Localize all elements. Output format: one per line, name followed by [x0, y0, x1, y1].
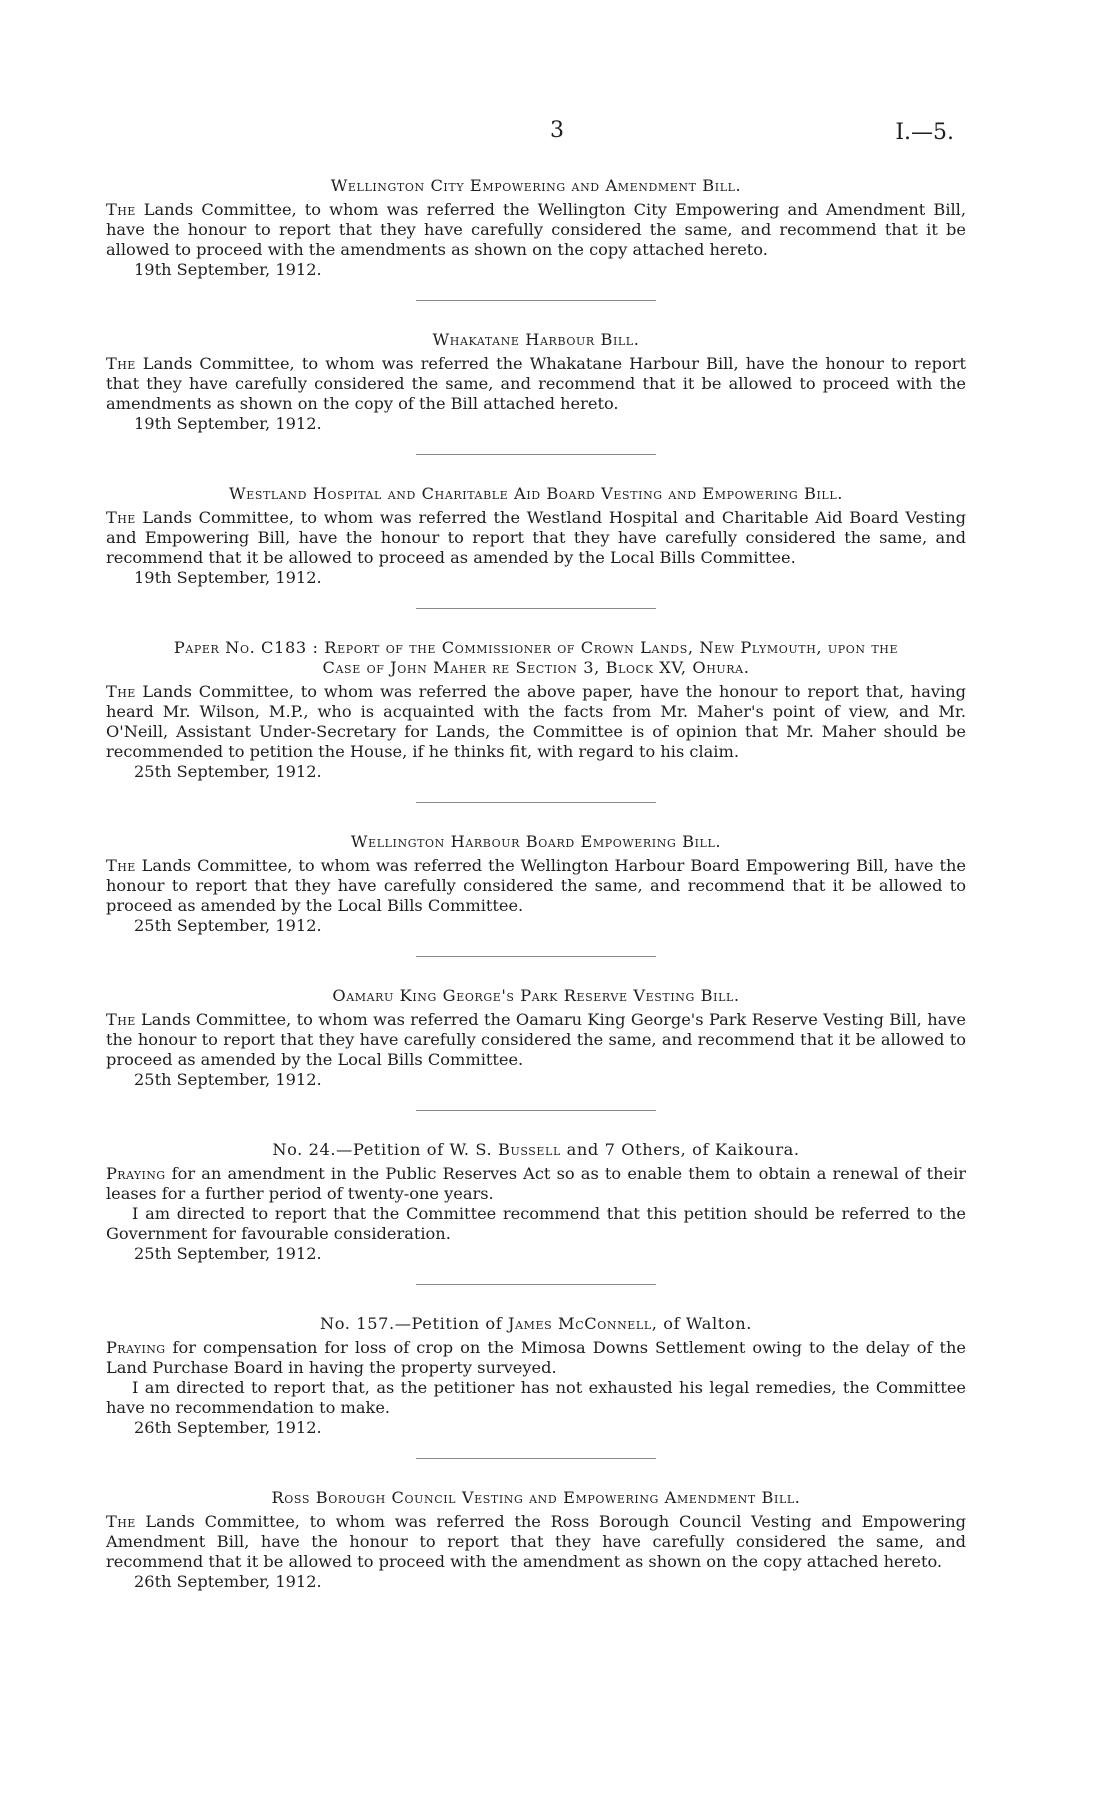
report-section: [106, 330, 966, 434]
section-divider: [416, 1110, 656, 1111]
paragraph-text: Lands Committee, to whom was referred the Wellington City Empowering and Amendment Bill, have the honour to report that they have carefully considered the same, and recommend that it be allowed to proceed with the amendments as shown on the copy attached hereto.: [106, 200, 966, 259]
section-divider: [416, 300, 656, 301]
paragraph-text: Lands Committee, to whom was referred the Wellington Harbour Board Empowering Bill, have the honour to report that they have carefully considered the same, and recommend that it be allowed to proceed as amended by the Local Bills Committee.: [106, 856, 966, 915]
section-divider: [416, 956, 656, 957]
report-paragraph: [106, 1512, 966, 1572]
paragraph-text: Lands Committee, to whom was referred the Ross Borough Council Vesting and Empowering Amendment Bill, have the honour to report that they have carefully considered the same, and recommend that it be allowed to proceed with the amendment as shown on the copy attached hereto.: [106, 1512, 966, 1571]
paragraph-text: Lands Committee, to whom was referred the Westland Hospital and Charitable Aid Board Vesting and Empowering Bill, have the honour to report that they have carefully considered the same, and recommend that it be allowed to proceed as amended by the Local Bills Committee.: [106, 508, 966, 567]
section-divider: [416, 1284, 656, 1285]
petition-section: [106, 1140, 966, 1264]
lead-word: The: [106, 682, 136, 701]
report-paragraph: [106, 1010, 966, 1070]
paragraph-text: for compensation for loss of crop on the Mimosa Downs Settlement owing to the delay of the Land Purchase Board in having the property surveyed.: [106, 1338, 966, 1377]
report-date: 25th September, 1912.: [134, 916, 322, 935]
report-date: 26th September, 1912.: [134, 1418, 322, 1437]
recommendation-paragraph: I am directed to report that the Committee recommend that this petition should be referred to the Government for favourable consideration.: [106, 1204, 966, 1243]
lead-word: The: [106, 856, 136, 875]
paragraph-text: for an amendment in the Public Reserves Act so as to enable them to obtain a renewal of their leases for a further period of twenty-one years.: [106, 1164, 966, 1203]
lead-word: The: [106, 354, 136, 373]
page-number: 3: [550, 118, 564, 143]
report-date: 19th September, 1912.: [134, 414, 322, 433]
petition-paragraph: [106, 1338, 966, 1378]
petition-heading-suffix: and 7 Others, of Kaikoura.: [560, 1140, 800, 1159]
petition-section: [106, 1314, 966, 1438]
report-date: 26th September, 1912.: [134, 1572, 322, 1591]
report-date: 19th September, 1912.: [134, 568, 322, 587]
section-divider: [416, 1458, 656, 1459]
petition-heading: [106, 1314, 966, 1334]
report-date: 19th September, 1912.: [134, 260, 322, 279]
section-divider: [416, 608, 656, 609]
section-heading: Oamaru King George's Park Reserve Vesting Bill.: [332, 986, 740, 1005]
report-section: [106, 176, 966, 280]
lead-word: Praying: [106, 1338, 166, 1357]
section-heading: Ross Borough Council Vesting and Empowering Amendment Bill.: [271, 1488, 801, 1507]
section-heading: Wellington Harbour Board Empowering Bill.: [350, 832, 722, 851]
report-paragraph: [106, 508, 966, 568]
petitioner-name: Bussell: [497, 1140, 561, 1159]
lead-word: The: [106, 508, 136, 527]
report-section: [106, 832, 966, 936]
petitioner-name: James McConnell: [508, 1314, 652, 1333]
report-section: [106, 484, 966, 588]
petition-heading-prefix: No. 157.—Petition of: [319, 1314, 509, 1333]
section-heading-continued: Case of John Maher re Section 3, Block XV, Ohura.: [322, 658, 750, 677]
section-divider: [416, 454, 656, 455]
section-heading: Whakatane Harbour Bill.: [432, 330, 640, 349]
report-date: 25th September, 1912.: [134, 762, 322, 781]
petition-heading-prefix: No. 24.—Petition of W. S.: [272, 1140, 498, 1159]
report-section: [106, 1488, 966, 1592]
report-paragraph: [106, 354, 966, 414]
recommendation-paragraph: I am directed to report that, as the petitioner has not exhausted his legal remedies, the Committee have no recommendation to make.: [106, 1378, 966, 1417]
report-date: 25th September, 1912.: [134, 1244, 322, 1263]
section-heading: Westland Hospital and Charitable Aid Board Vesting and Empowering Bill.: [228, 484, 843, 503]
report-paragraph: [106, 682, 966, 762]
section-heading: Paper No. C183 : Report of the Commissioner of Crown Lands, New Plymouth, upon the: [173, 638, 899, 657]
report-paragraph: [106, 856, 966, 916]
paragraph-text: Lands Committee, to whom was referred the above paper, have the honour to report that, having heard Mr. Wilson, M.P., who is acquainted with the facts from Mr. Maher's point of view, and Mr. O'Neill, Assistant Under-Secretary for Lands, the Committee is of opinion that Mr. Maher should be recommended to petition the House, if he thinks fit, with regard to his claim.: [106, 682, 966, 761]
lead-word: The: [106, 200, 136, 219]
report-section: [106, 986, 966, 1090]
paragraph-text: Lands Committee, to whom was referred the Oamaru King George's Park Reserve Vesting Bill, have the honour to report that they have carefully considered the same, and recommend that it be allowed to proceed as amended by the Local Bills Committee.: [106, 1010, 966, 1069]
petition-heading-suffix: , of Walton.: [651, 1314, 753, 1333]
petition-paragraph: [106, 1164, 966, 1204]
report-paragraph: [106, 200, 966, 260]
paragraph-text: Lands Committee, to whom was referred the Whakatane Harbour Bill, have the honour to report that they have carefully considered the same, and recommend that it be allowed to proceed with the amendments as shown on the copy of the Bill attached hereto.: [106, 354, 966, 413]
lead-word: The: [106, 1512, 136, 1531]
document-body: [106, 176, 966, 1592]
section-divider: [416, 802, 656, 803]
lead-word: The: [106, 1010, 136, 1029]
report-date: 25th September, 1912.: [134, 1070, 322, 1089]
petition-heading: [106, 1140, 966, 1160]
report-section: [106, 638, 966, 782]
lead-word: Praying: [106, 1164, 166, 1183]
section-heading: Wellington City Empowering and Amendment Bill.: [330, 176, 742, 195]
document-reference: I.—5.: [895, 120, 954, 145]
